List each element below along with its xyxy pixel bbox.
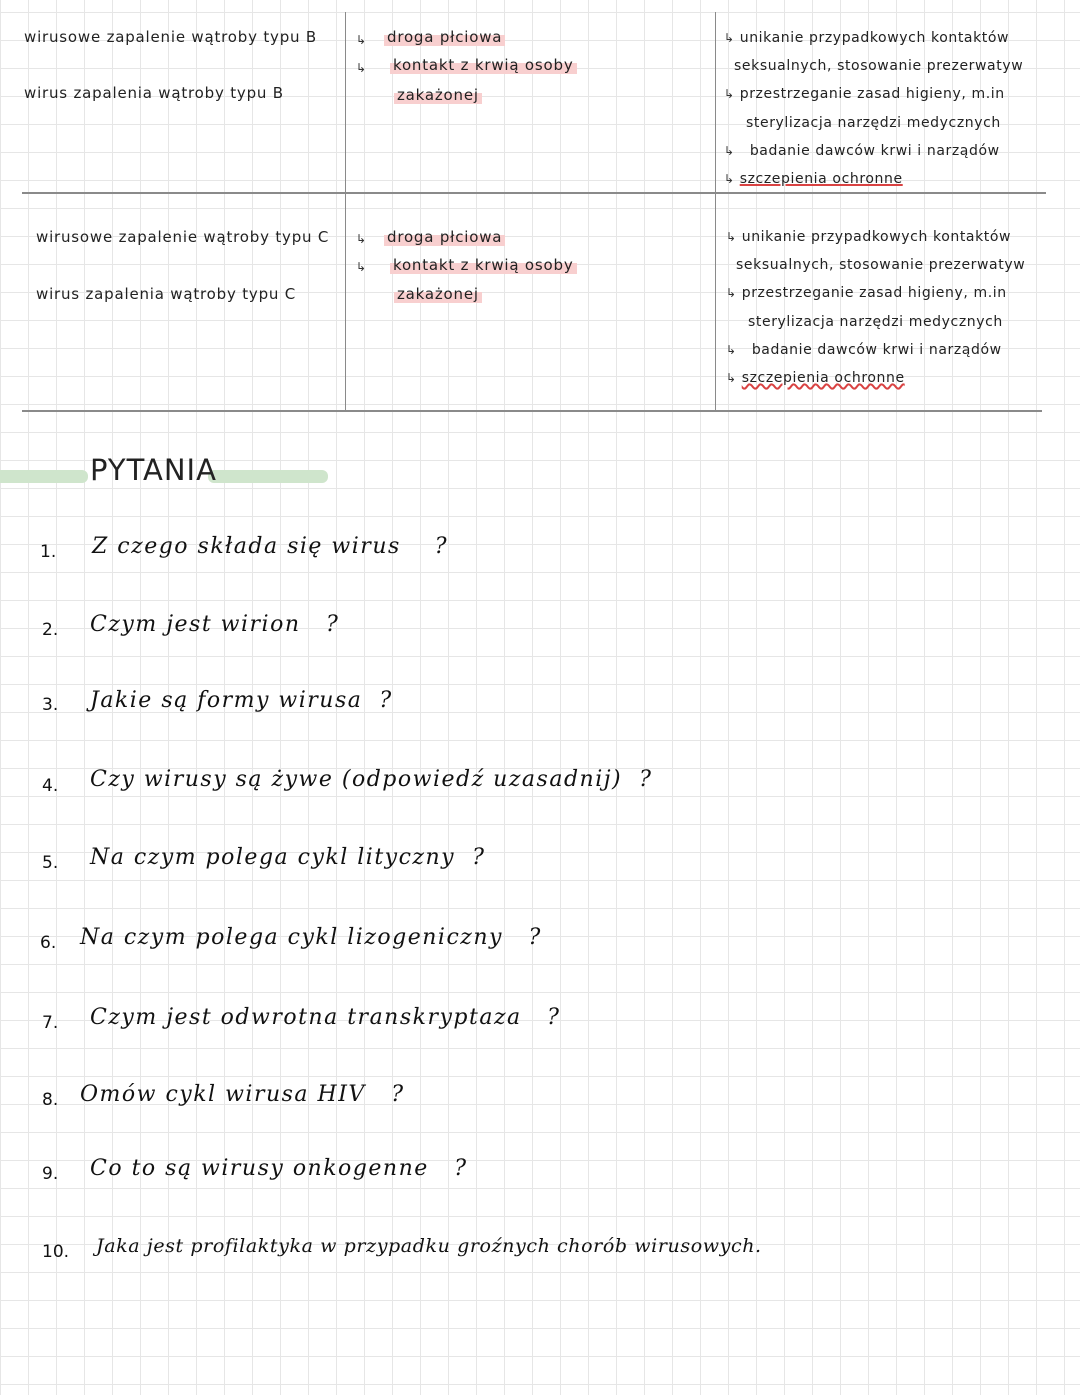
- arrow-icon: ↳: [726, 371, 737, 385]
- question-number: 6.: [40, 933, 57, 953]
- route-item: droga płciowa: [384, 28, 505, 46]
- pathogen-name: wirus zapalenia wątroby typu C: [36, 285, 297, 303]
- pathogen-name: wirus zapalenia wątroby typu B: [24, 84, 284, 102]
- question-text: Jaka jest profilaktyka w przypadku groźnych chorób wirusowych.: [96, 1235, 762, 1257]
- question-text: Omów cykl wirusa HIV ?: [80, 1082, 405, 1107]
- question-text: Z czego składa się wirus ?: [92, 534, 449, 559]
- prevention-item: ↳ unikanie przypadkowych kontaktów: [726, 229, 1012, 245]
- question-text: Czy wirusy są żywe (odpowiedź uzasadnij) ?: [90, 767, 653, 792]
- question-text: Czym jest wirion ?: [90, 612, 340, 637]
- table-divider-2: [715, 12, 716, 412]
- question-text: Na czym polega cykl lizogeniczny ?: [80, 925, 542, 950]
- question-number: 2.: [42, 620, 59, 640]
- question-text: Jakie są formy wirusa ?: [90, 688, 393, 713]
- question-number: 5.: [42, 853, 59, 873]
- table-row-separator: [22, 192, 1046, 194]
- prevention-item: sterylizacja narzędzi medycznych: [746, 115, 1001, 131]
- section-title: PYTANIA: [90, 453, 217, 487]
- heading-highlight: [0, 470, 88, 483]
- arrow-icon: ↳: [724, 31, 735, 45]
- table-bottom-border: [22, 410, 1042, 412]
- table-divider-1: [345, 12, 346, 412]
- arrow-icon: ↳: [726, 286, 737, 300]
- prevention-item: ↳ przestrzeganie zasad higieny, m.in: [726, 285, 1007, 301]
- route-item: zakażonej: [394, 285, 482, 303]
- route-item: zakażonej: [394, 86, 482, 104]
- route-item: droga płciowa: [384, 228, 505, 246]
- question-number: 7.: [42, 1013, 59, 1033]
- prevention-item: seksualnych, stosowanie prezerwatyw: [734, 58, 1024, 74]
- route-item: kontakt z krwią osoby: [390, 256, 577, 274]
- prevention-item: ↳ przestrzeganie zasad higieny, m.in: [724, 86, 1005, 102]
- question-number: 4.: [42, 776, 59, 796]
- arrow-icon: ↳: [356, 33, 367, 47]
- arrow-icon: ↳: [356, 260, 367, 274]
- route-item: kontakt z krwią osoby: [390, 56, 577, 74]
- question-number: 9.: [42, 1164, 59, 1184]
- prevention-item: ↳ szczepienia ochronne: [726, 370, 905, 386]
- question-number: 10.: [42, 1242, 70, 1262]
- question-text: Na czym polega cykl lityczny ?: [90, 845, 486, 870]
- arrow-icon: ↳: [724, 87, 735, 101]
- arrow-icon: ↳: [726, 343, 737, 357]
- arrow-icon: ↳: [356, 232, 367, 246]
- arrow-icon: ↳: [724, 144, 735, 158]
- question-number: 1.: [40, 542, 57, 562]
- question-text: Czym jest odwrotna transkryptaza ?: [90, 1005, 561, 1030]
- disease-name: wirusowe zapalenie wątroby typu C: [36, 228, 330, 246]
- prevention-item: ↳ szczepienia ochronne: [724, 171, 903, 187]
- question-number: 3.: [42, 695, 59, 715]
- arrow-icon: ↳: [356, 61, 367, 75]
- arrow-icon: ↳: [726, 230, 737, 244]
- prevention-item: ↳ badanie dawców krwi i narządów: [724, 143, 1000, 159]
- question-text: Co to są wirusy onkogenne ?: [90, 1156, 468, 1181]
- prevention-item: sterylizacja narzędzi medycznych: [748, 314, 1003, 330]
- question-number: 8.: [42, 1090, 59, 1110]
- arrow-icon: ↳: [724, 172, 735, 186]
- disease-name: wirusowe zapalenie wątroby typu B: [24, 28, 317, 46]
- prevention-item: ↳ unikanie przypadkowych kontaktów: [724, 30, 1010, 46]
- prevention-item: ↳ badanie dawców krwi i narządów: [726, 342, 1002, 358]
- heading-highlight: [208, 470, 328, 483]
- prevention-item: seksualnych, stosowanie prezerwatyw: [736, 257, 1026, 273]
